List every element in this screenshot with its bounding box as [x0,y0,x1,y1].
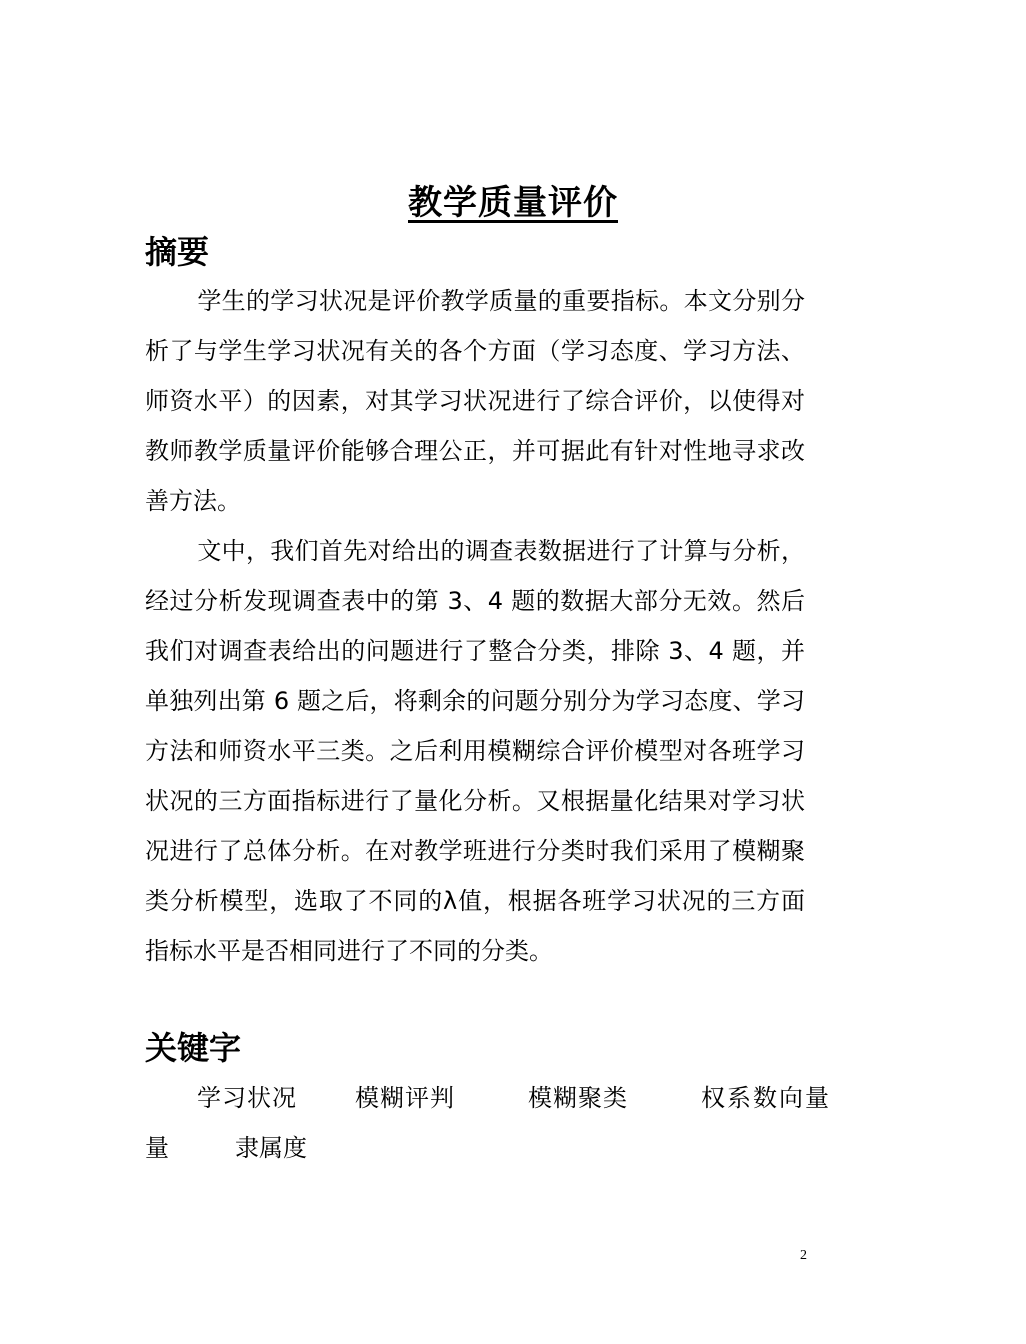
abstract-paragraph-1 [145,276,805,526]
abstract-paragraph-2 [145,526,805,976]
keyword-4-part-1: 权系数向量 [701,1084,831,1112]
keyword-2: 模糊评判 [355,1084,455,1112]
abstract-paragraph-2-text: 文中，我们首先对给出的调查表数据进行了计算与分析，经过分析发现调查表中的第 3、4 题的数据大部分无效。然后我们对调查表给出的问题进行了整合分类，排除 3、4 题，并单独列出第 6 题之后，将剩余的问题分别分为学习态度、学习方法和师资水平三类。之后利用模糊综合评价模型对各班学习状况的三方面指标进行了量化分析。又根据量化结果对学习状况进行了总体分析。在对教学班进行分类时我们采用了模糊聚类分析模型，选取了不同的λ值，根据各班学习状况的三方面指标水平是否相同进行了不同的分类。 [145,537,805,965]
keywords-heading: 关键字 [145,1029,242,1067]
page-number: 2 [800,1248,807,1263]
page-title: 教学质量评价 [408,183,618,223]
keyword-3: 模糊聚类 [528,1084,628,1112]
keyword-4-wrap: 量 [145,1134,169,1162]
keyword-1: 学习状况 [197,1084,297,1112]
keyword-5: 隶属度 [235,1134,307,1162]
abstract-paragraph-1-text: 学生的学习状况是评价教学质量的重要指标。本文分别分析了与学生学习状况有关的各个方面（学习态度、学习方法、师资水平）的因素，对其学习状况进行了综合评价，以使得对教师教学质量评价能够合理公正，并可据此有针对性地寻求改善方法。 [145,287,805,515]
abstract-heading: 摘要 [145,233,210,271]
